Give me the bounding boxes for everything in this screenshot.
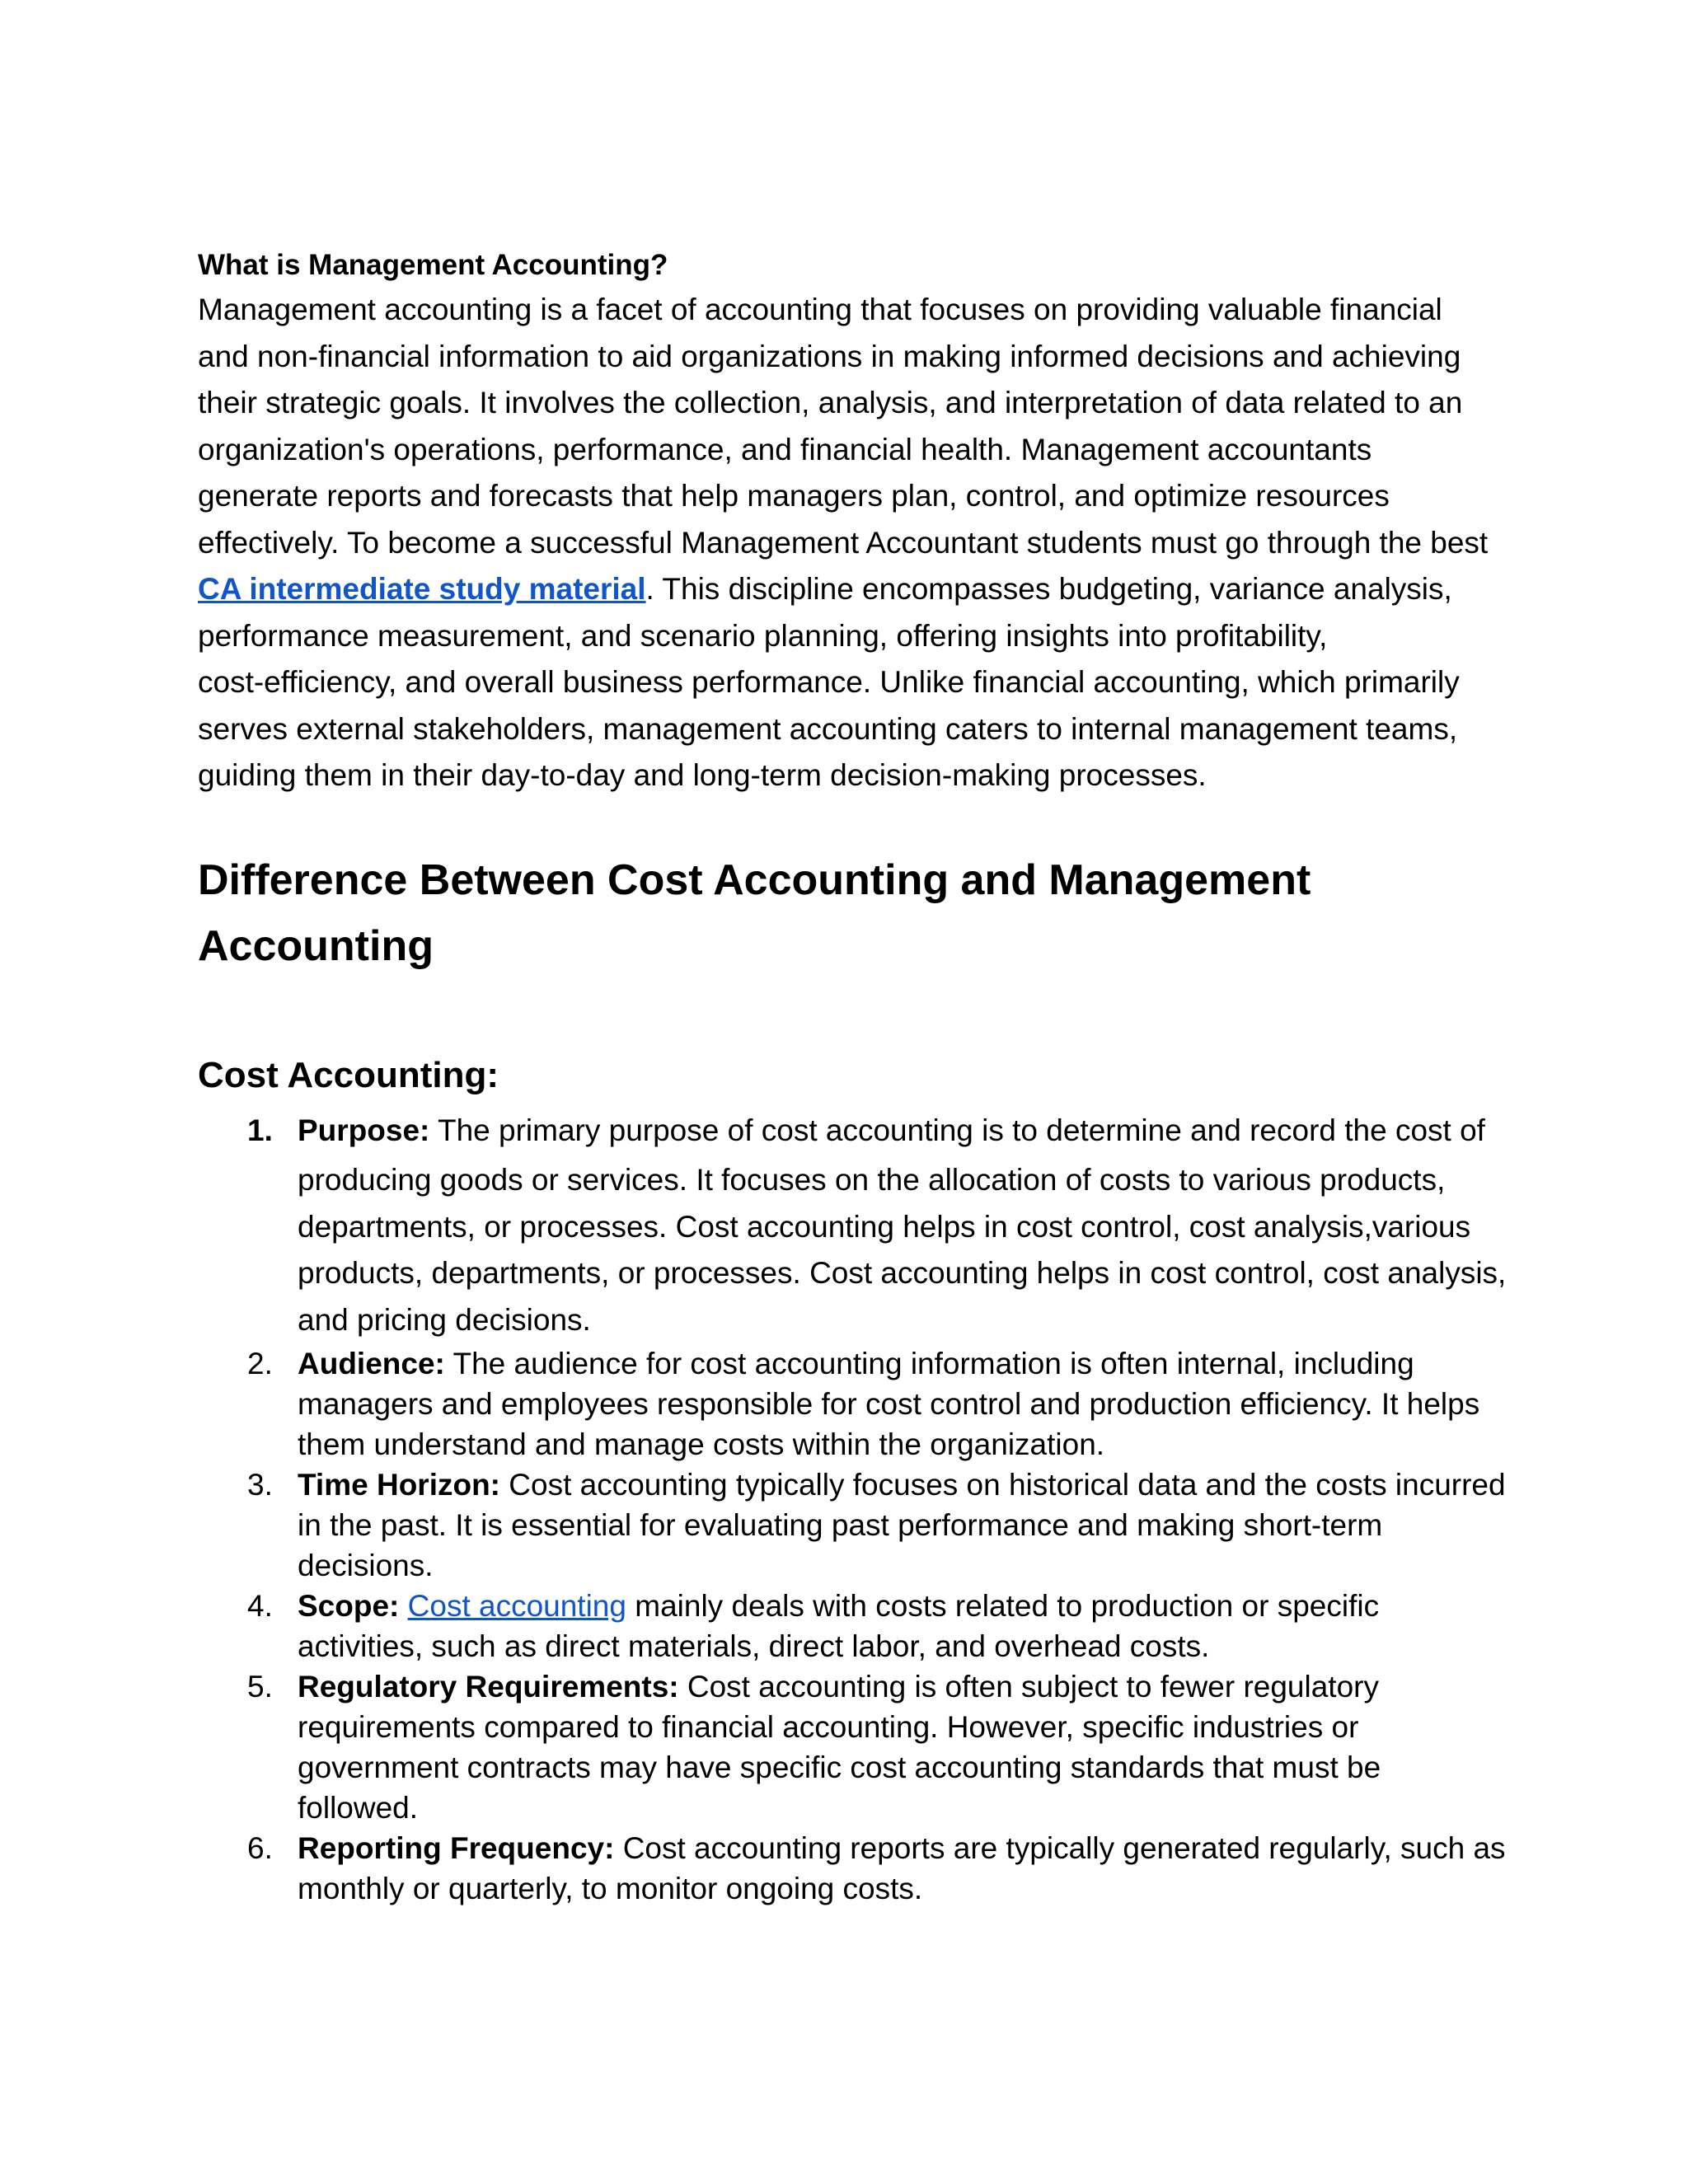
list-item-number: 1. (247, 1113, 273, 1147)
list-item-scope (198, 1586, 1492, 1666)
list-item-number: 4. (247, 1589, 273, 1623)
list-item-number: 2. (247, 1347, 273, 1380)
list-item-line: decisions. (298, 1549, 434, 1582)
cost-accounting-list (198, 1108, 1507, 1910)
list-item-label: Audience: (298, 1347, 445, 1380)
document-content (198, 244, 1507, 1909)
intro-line: effectively. To become a successful Management Accountant students must go through the best (198, 525, 1489, 560)
intro-line: Management accounting is a facet of accounting that focuses on providing valuable financial (198, 293, 1442, 326)
list-item-line: managers and employees responsible for cost control and production efficiency. It helps (298, 1387, 1480, 1421)
intro-line: guiding them in their day-to-day and long-term decision-making processes. (198, 758, 1207, 792)
list-item-label: Scope: (298, 1589, 400, 1623)
list-item-first-line (298, 1586, 1492, 1626)
list-item-audience (198, 1343, 1492, 1465)
intro-line: their strategic goals. It involves the collection, analysis, and interpretation of data related to an (198, 386, 1463, 419)
list-item-time-horizon (198, 1465, 1506, 1586)
list-item-label: Time Horizon: (298, 1468, 500, 1502)
intro-line: cost-efficiency, and overall business performance. Unlike financial accounting, which primarily (198, 665, 1460, 699)
section-title-line: Difference Between Cost Accounting and Management (198, 855, 1311, 904)
intro-line: performance measurement, and scenario planning, offering insights into profitability, (198, 618, 1328, 653)
list-item-text: Cost accounting typically focuses on historical data and the costs incurred (500, 1468, 1506, 1502)
ca-intermediate-study-material-link[interactable]: CA intermediate study material (198, 572, 646, 606)
list-item-regulatory-requirements (198, 1666, 1492, 1828)
list-item-line: government contracts may have specific cost accounting standards that must be (298, 1750, 1381, 1784)
list-item-text: The audience for cost accounting information is often internal, including (444, 1347, 1414, 1380)
list-item-first-line (298, 1108, 1492, 1155)
list-item-number: 6. (247, 1831, 273, 1865)
cost-accounting-link[interactable]: Cost accounting (407, 1589, 626, 1623)
list-item-label: Purpose: (298, 1113, 430, 1147)
list-item-first-line (298, 1343, 1492, 1384)
list-item-purpose (198, 1108, 1507, 1344)
section-title-line: Accounting (198, 921, 434, 970)
intro-line: and non-financial information to aid organizations in making informed decisions and achieving (198, 339, 1461, 373)
list-item-line: monthly or quarterly, to monitor ongoing costs. (298, 1872, 923, 1905)
list-item-line: and pricing decisions. (298, 1302, 591, 1337)
list-item-line: in the past. It is essential for evaluating past performance and making short-term (298, 1508, 1383, 1542)
intro-after-link-text: . This discipline encompasses budgeting, variance analysis, (645, 572, 1452, 606)
list-item-line: followed. (298, 1791, 419, 1825)
intro-heading: What is Management Accounting? (198, 249, 668, 281)
list-item-first-line (298, 1666, 1492, 1707)
list-item-line: activities, such as direct materials, direct labor, and overhead costs. (298, 1629, 1210, 1663)
list-item-number: 3. (247, 1468, 273, 1502)
intro-paragraph (198, 287, 1492, 799)
list-item-text: The primary purpose of cost accounting is to determine and record the cost of (429, 1113, 1485, 1147)
list-item-line: departments, or processes. Cost accounting helps in cost control, cost analysis,various (298, 1209, 1471, 1244)
intro-line: serves external stakeholders, management accounting caters to internal management teams, (198, 711, 1458, 746)
list-item-text: Cost accounting is often subject to fewer regulatory (678, 1670, 1379, 1704)
list-item-line: them understand and manage costs within the organization. (298, 1427, 1105, 1461)
list-item-text: mainly deals with costs related to production or specific (626, 1589, 1380, 1623)
list-item-first-line (298, 1828, 1506, 1868)
list-item-reporting-frequency (198, 1828, 1506, 1909)
list-item-line: producing goods or services. It focuses on the allocation of costs to various products, (298, 1163, 1446, 1197)
list-item-label: Regulatory Requirements: (298, 1670, 679, 1704)
list-item-first-line (298, 1465, 1506, 1505)
intro-line: generate reports and forecasts that help managers plan, control, and optimize resources (198, 479, 1390, 513)
intro-line: organization's operations, performance, and financial health. Management accountants (198, 432, 1372, 466)
list-item-number: 5. (247, 1670, 273, 1704)
list-item-line: products, departments, or processes. Cost accounting helps in cost control, cost analysis, (298, 1256, 1507, 1290)
section-title (198, 847, 1492, 979)
cost-accounting-subtitle: Cost Accounting: (198, 1054, 499, 1095)
list-item-text: Cost accounting reports are typically generated regularly, such as (614, 1831, 1506, 1865)
intro-line-with-link (198, 566, 1492, 613)
list-item-line: requirements compared to financial accounting. However, specific industries or (298, 1710, 1359, 1744)
list-item-label: Reporting Frequency: (298, 1831, 615, 1865)
